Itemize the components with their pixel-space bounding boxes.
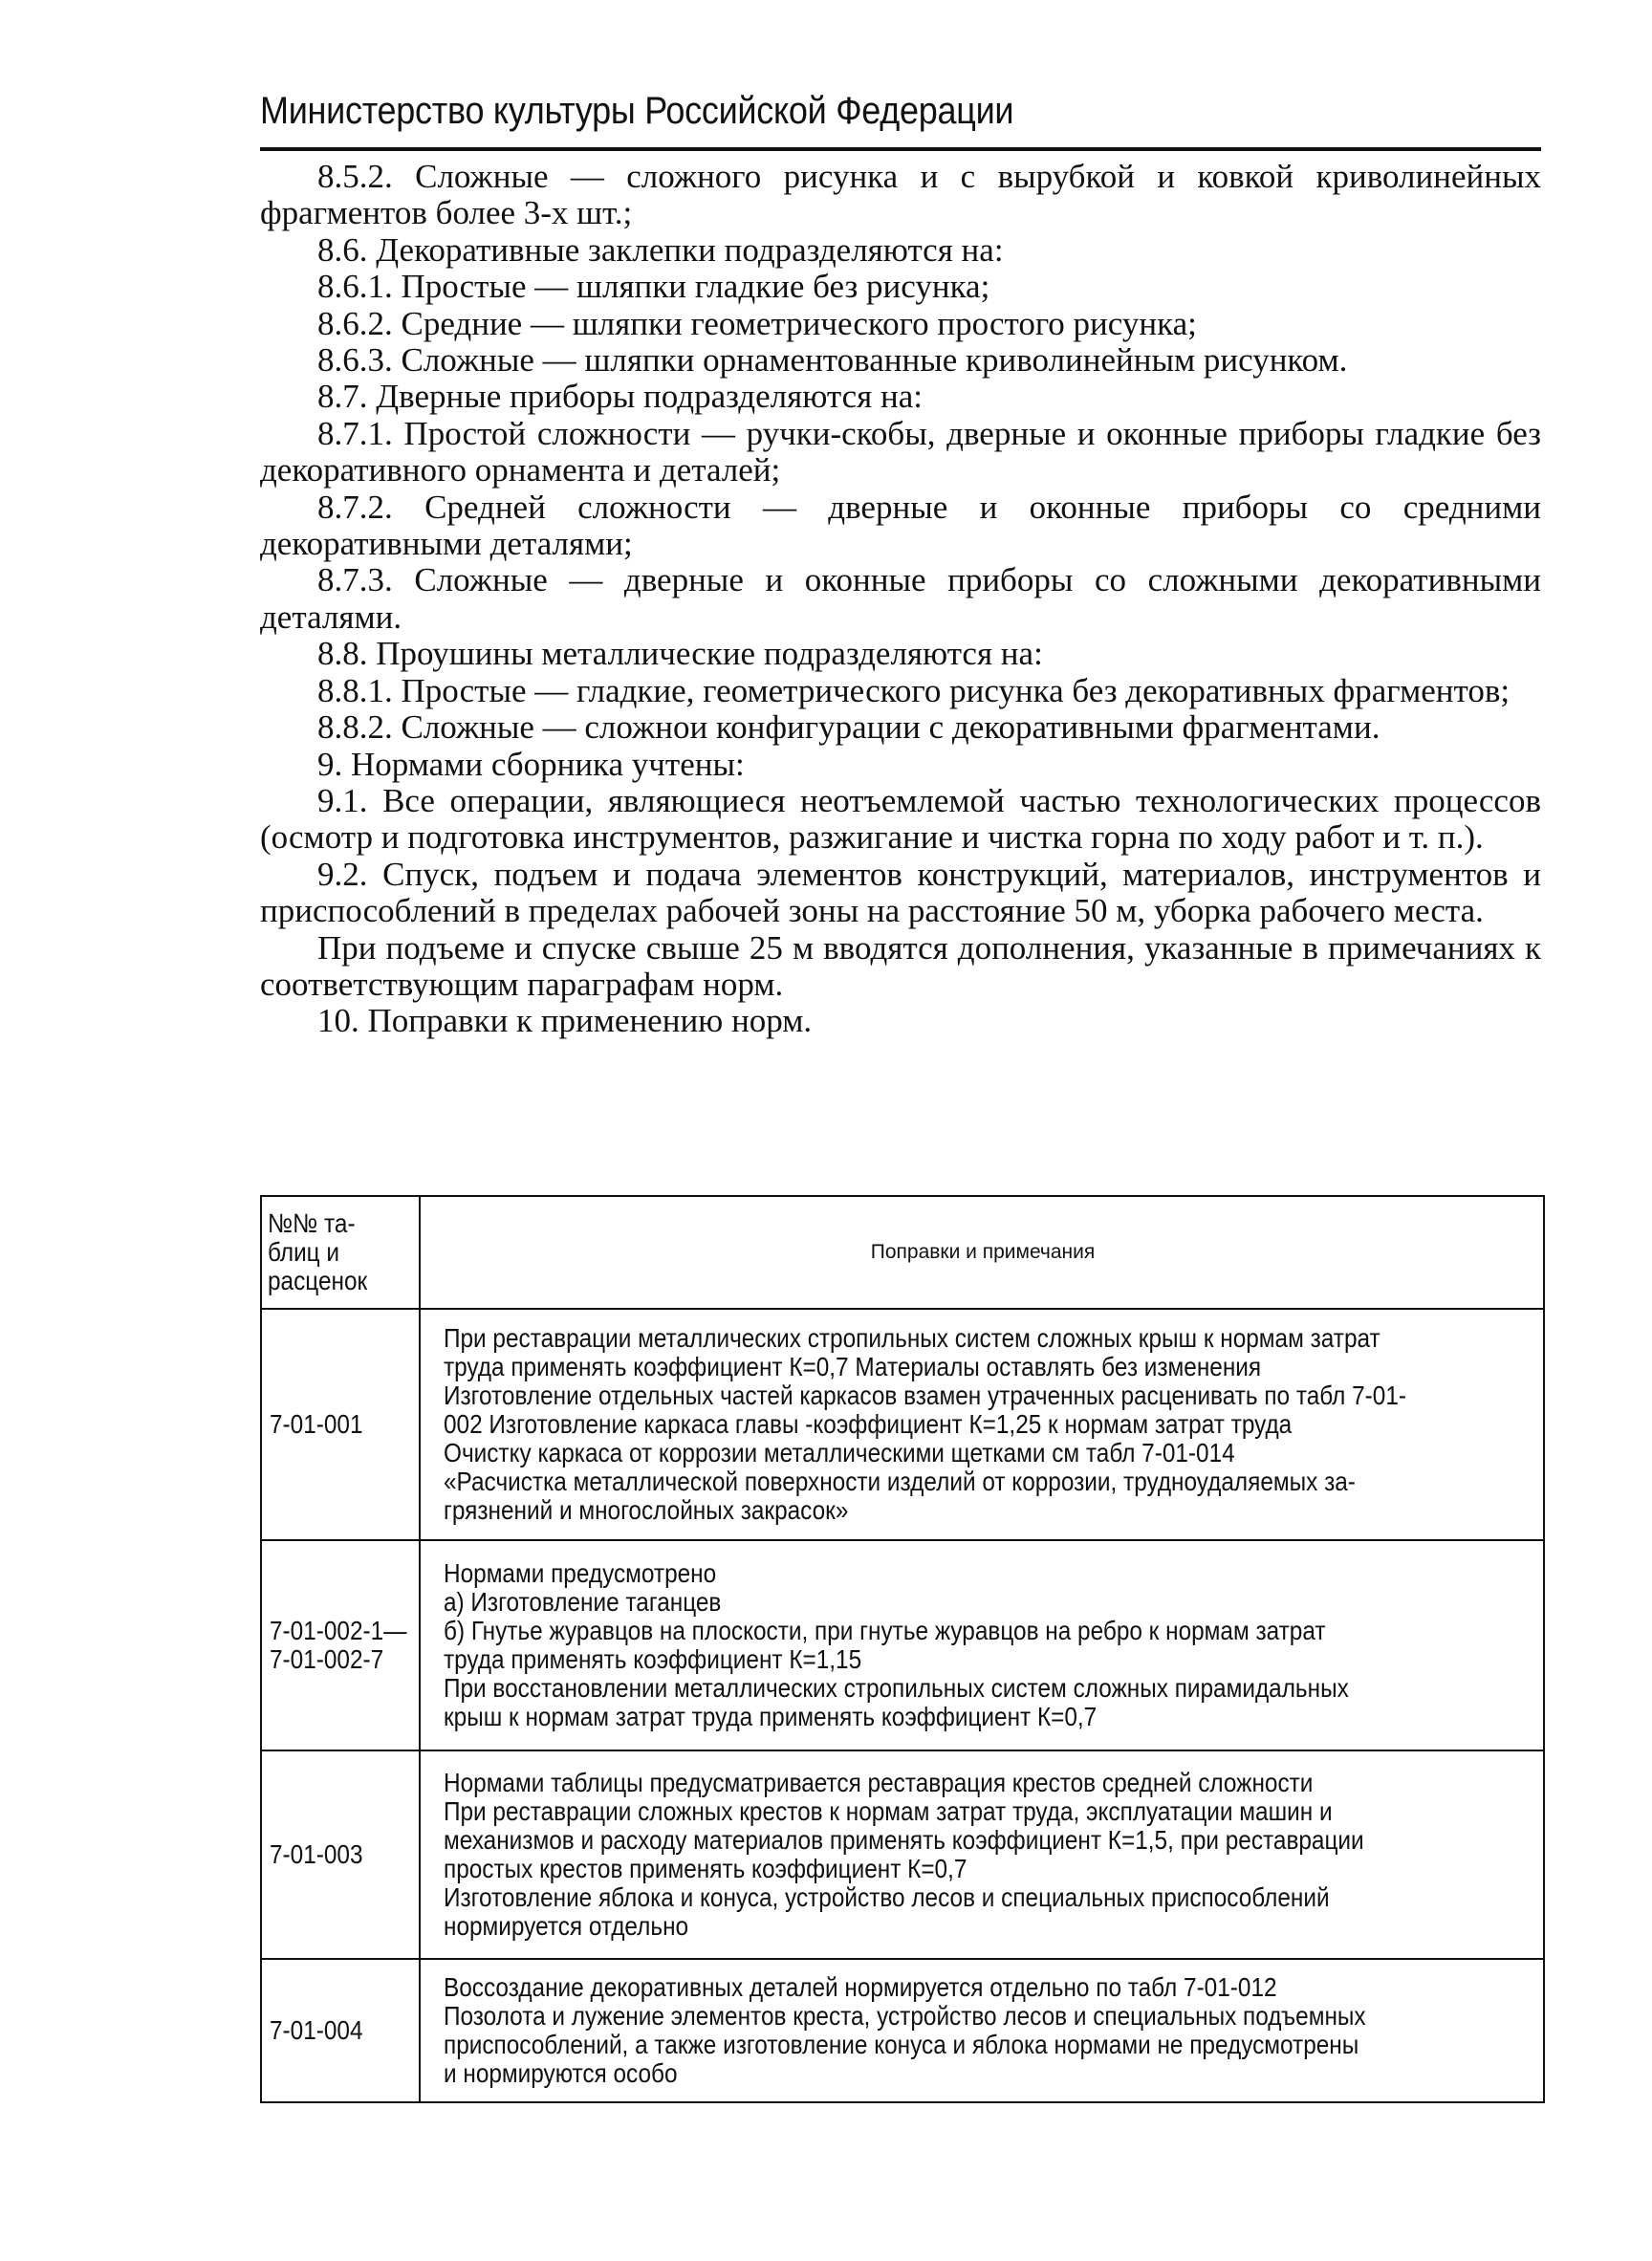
code-line: 7-01-002-1—	[270, 1616, 407, 1645]
header-code-line: №№ та-	[268, 1208, 356, 1238]
note-line: При восстановлении металлических стропильных систем сложных пирамидальных	[444, 1673, 1349, 1703]
note-line: б) Гнутье журавцов на плоскости, при гнутье журавцов на ребро к нормам затрат	[444, 1616, 1326, 1645]
page-header: Министерство культуры Российской Федерации	[260, 90, 1014, 132]
code-cell	[261, 1750, 420, 1959]
note-line: «Расчистка металлической поверхности изделий от коррозии, трудноудаляемых за-	[444, 1467, 1356, 1496]
note-line: приспособлений, а также изготовление конуса и яблока нормами не предусмотрены	[444, 2030, 1359, 2059]
note-line: 002 Изготовление каркаса главы -коэффициент К=1,25 к нормам затрат труда	[444, 1409, 1293, 1439]
note-line: При реставрации металлических стропильных систем сложных крыш к нормам затрат	[444, 1323, 1380, 1353]
note-line: Изготовление отдельных частей каркасов взамен утраченных расценивать по табл 7-01-	[444, 1381, 1406, 1410]
paragraph-8-8-2: 8.8.2. Сложные — сложнои конфигурации с декоративными фрагментами.	[317, 708, 1380, 747]
code-cell	[261, 1959, 420, 2102]
note-line: Очистку каркаса от коррозии металлическими щетками см табл 7-01-014	[444, 1438, 1235, 1467]
note-line: Нормами таблицы предусматривается реставрация крестов средней сложности	[444, 1768, 1314, 1797]
table-row	[261, 1959, 1544, 2102]
header-code-line: блиц и	[268, 1237, 340, 1267]
table-row	[261, 1309, 1544, 1540]
paragraph-9-2: 9.2. Спуск, подъем и подача элементов конструкций, материалов, инструментов и приспособлений в пределах рабочей зоны на расстояние 50 м, уборка рабочего места.	[260, 855, 1541, 930]
table-header-row	[261, 1196, 1544, 1309]
notes-cell	[420, 1750, 1544, 1959]
paragraph-lift-note: При подъеме и спуске свыше 25 м вводятся дополнения, указанные в примечаниях к соответствующим параграфам норм.	[260, 928, 1541, 1003]
code-cell	[261, 1309, 420, 1540]
notes-cell	[420, 1309, 1544, 1540]
note-line: труда применять коэффициент К=1,15	[444, 1644, 862, 1674]
header-notes-cell: Поправки и примечания	[420, 1196, 1544, 1309]
note-line: грязнений и многослойных закрасок»	[444, 1495, 849, 1525]
note-line: Изготовление яблока и конуса, устройство лесов и специальных приспособлений	[444, 1882, 1330, 1912]
paragraph-8-7-2: 8.7.2. Средней сложности — дверные и оконные приборы со средними декоративными деталями;	[260, 488, 1541, 563]
paragraph-8-6-2: 8.6.2. Средние — шляпки геометрического простого рисунка;	[317, 304, 1197, 342]
note-line: механизмов и расходу материалов применять коэффициент К=1,5, при реставрации	[444, 1825, 1364, 1855]
paragraph-8-7: 8.7. Дверные приборы подразделяются на:	[317, 378, 923, 416]
note-line: простых крестов применять коэффициент К=0,7	[444, 1854, 967, 1883]
paragraph-8-8-1: 8.8.1. Простые — гладкие, геометрического рисунка без декоративных фрагментов;	[317, 671, 1511, 709]
paragraph-8-7-1: 8.7.1. Простой сложности — ручки-скобы, дверные и оконные приборы гладкие без декоративного орнамента и деталей;	[260, 414, 1541, 489]
paragraph-10: 10. Поправки к применению норм.	[317, 1002, 813, 1040]
paragraph-8-5-2: 8.5.2. Сложные — сложного рисунка и с вырубкой и ковкой криволинейных фрагментов более 3-х шт.;	[260, 158, 1541, 232]
note-line: а) Изготовление таганцев	[444, 1587, 722, 1617]
code-cell	[261, 1540, 420, 1750]
note-line: Нормами предусмотрено	[444, 1558, 717, 1588]
corrections-table	[260, 1195, 1545, 2103]
paragraph-9: 9. Нормами сборника учтены:	[317, 745, 745, 783]
paragraph-8-6-3: 8.6.3. Сложные — шляпки орнаментованные криволинейным рисунком.	[317, 341, 1348, 380]
table-row	[261, 1540, 1544, 1750]
header-code-line: расценок	[268, 1266, 368, 1295]
paragraph-9-1: 9.1. Все операции, являющиеся неотъемлемой частью технологических процессов (осмотр и подготовка инструментов, разжигание и чистка горна по ходу работ и т. п.).	[260, 781, 1541, 857]
code-line: 7-01-003	[270, 1839, 363, 1869]
note-line: Позолота и лужение элементов креста, устройство лесов и специальных подъемных	[444, 2001, 1366, 2031]
notes-cell	[420, 1959, 1544, 2102]
header-code-cell	[261, 1196, 420, 1309]
notes-cell	[420, 1540, 1544, 1750]
note-line: При реставрации сложных крестов к нормам затрат труда, эксплуатации машин и	[444, 1796, 1333, 1826]
note-line: крыш к нормам затрат труда применять коэффициент К=0,7	[444, 1702, 1098, 1731]
paragraph-8-7-3: 8.7.3. Сложные — дверные и оконные приборы со сложными декоративными деталями.	[260, 561, 1541, 636]
note-line: и нормируются особо	[444, 2058, 678, 2088]
code-line: 7-01-001	[270, 1409, 363, 1439]
paragraph-8-6-1: 8.6.1. Простые — шляпки гладкие без рисунка;	[317, 268, 990, 306]
paragraph-8-6: 8.6. Декоративные заклепки подразделяются на:	[317, 230, 1004, 269]
body-text	[260, 159, 1541, 1040]
table-row	[261, 1750, 1544, 1959]
note-line: нормируется отдельно	[444, 1911, 689, 1941]
note-line: труда применять коэффициент К=0,7 Материалы оставлять без изменения	[444, 1352, 1262, 1381]
paragraph-8-8: 8.8. Проушины металлические подразделяются на:	[317, 635, 1043, 673]
header-rule	[260, 147, 1541, 151]
note-line: Воссоздание декоративных деталей нормируется отдельно по табл 7-01-012	[444, 1972, 1277, 2002]
code-line: 7-01-002-7	[270, 1644, 384, 1674]
code-line: 7-01-004	[270, 2015, 363, 2045]
